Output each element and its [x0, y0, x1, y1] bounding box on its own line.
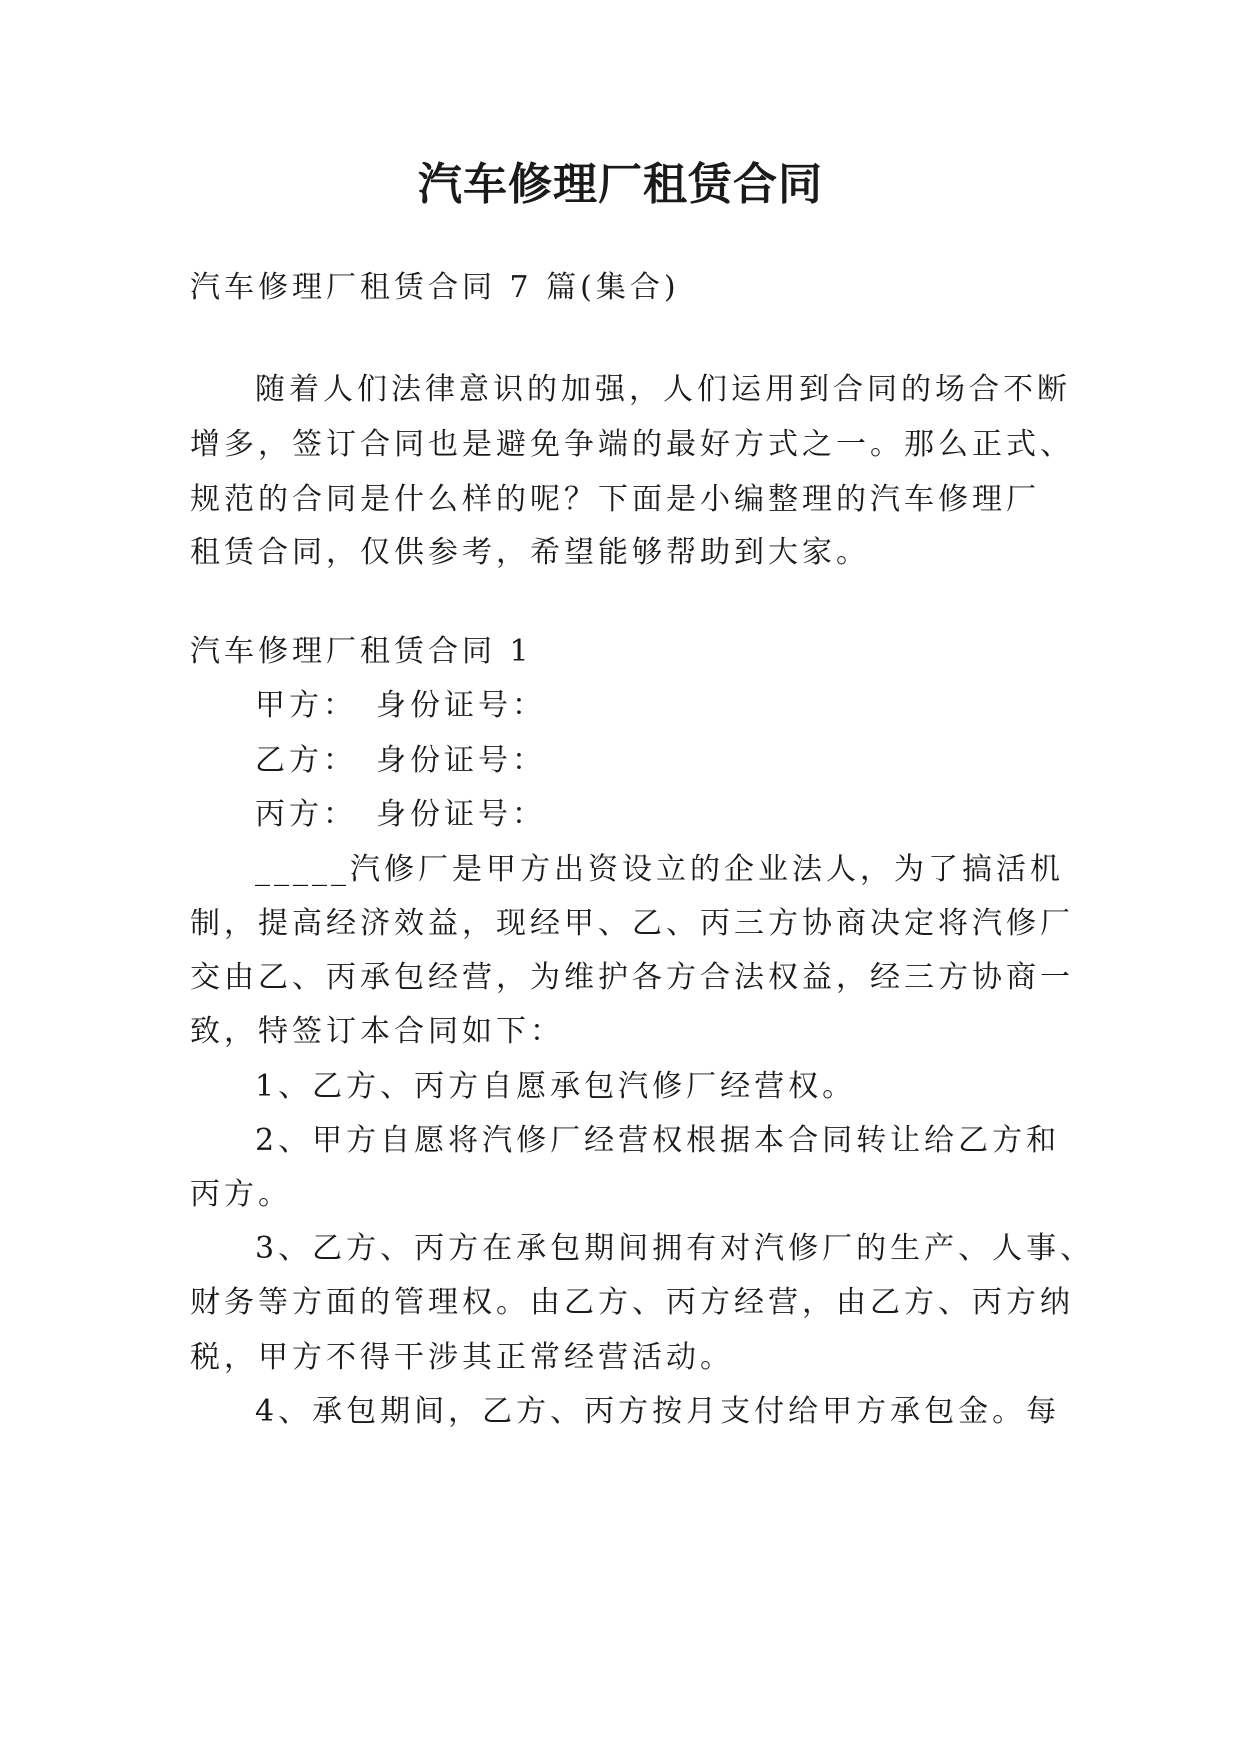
preamble-line: 制，提高经济效益，现经甲、乙、丙三方协商决定将汽修厂 [190, 906, 1074, 941]
document-title: 汽车修理厂租赁合同 [418, 159, 823, 210]
intro-line: 增多，签订合同也是避免争端的最好方式之一。那么正式、 [190, 427, 1074, 462]
preamble-line: _____汽修厂是甲方出资设立的企业法人，为了搞活机 [255, 852, 1064, 887]
document-subtitle: 汽车修理厂租赁合同 7 篇(集合) [190, 270, 680, 305]
party-a-line: 甲方： 身份证号： [255, 688, 546, 723]
clause-2-line: 2、甲方自愿将汽修厂经营权根据本合同转让给乙方和 [255, 1123, 1061, 1158]
intro-line: 租赁合同，仅供参考，希望能够帮助到大家。 [190, 535, 870, 570]
intro-line: 随着人们法律意识的加强，人们运用到合同的场合不断 [255, 372, 1071, 407]
clause-4-line: 4、承包期间，乙方、丙方按月支付给甲方承包金。每 [255, 1394, 1061, 1429]
preamble-line: 致，特签订本合同如下： [190, 1014, 564, 1049]
clause-3-line: 财务等方面的管理权。由乙方、丙方经营，由乙方、丙方纳 [190, 1285, 1074, 1320]
clause-3-line: 税，甲方不得干涉其正常经营活动。 [190, 1340, 734, 1375]
clause-2-line: 丙方。 [190, 1177, 292, 1212]
party-c-line: 丙方： 身份证号： [255, 797, 546, 832]
party-b-line: 乙方： 身份证号： [255, 743, 546, 778]
contract-heading: 汽车修理厂租赁合同 1 [190, 634, 533, 669]
clause-1-line: 1、乙方、丙方自愿承包汽修厂经营权。 [255, 1069, 857, 1104]
preamble-line: 交由乙、丙承包经营，为维护各方合法权益，经三方协商一 [190, 960, 1074, 995]
clause-3-line: 3、乙方、丙方在承包期间拥有对汽修厂的生产、人事、 [255, 1231, 1095, 1266]
intro-line: 规范的合同是什么样的呢？下面是小编整理的汽车修理厂 [190, 482, 1040, 517]
